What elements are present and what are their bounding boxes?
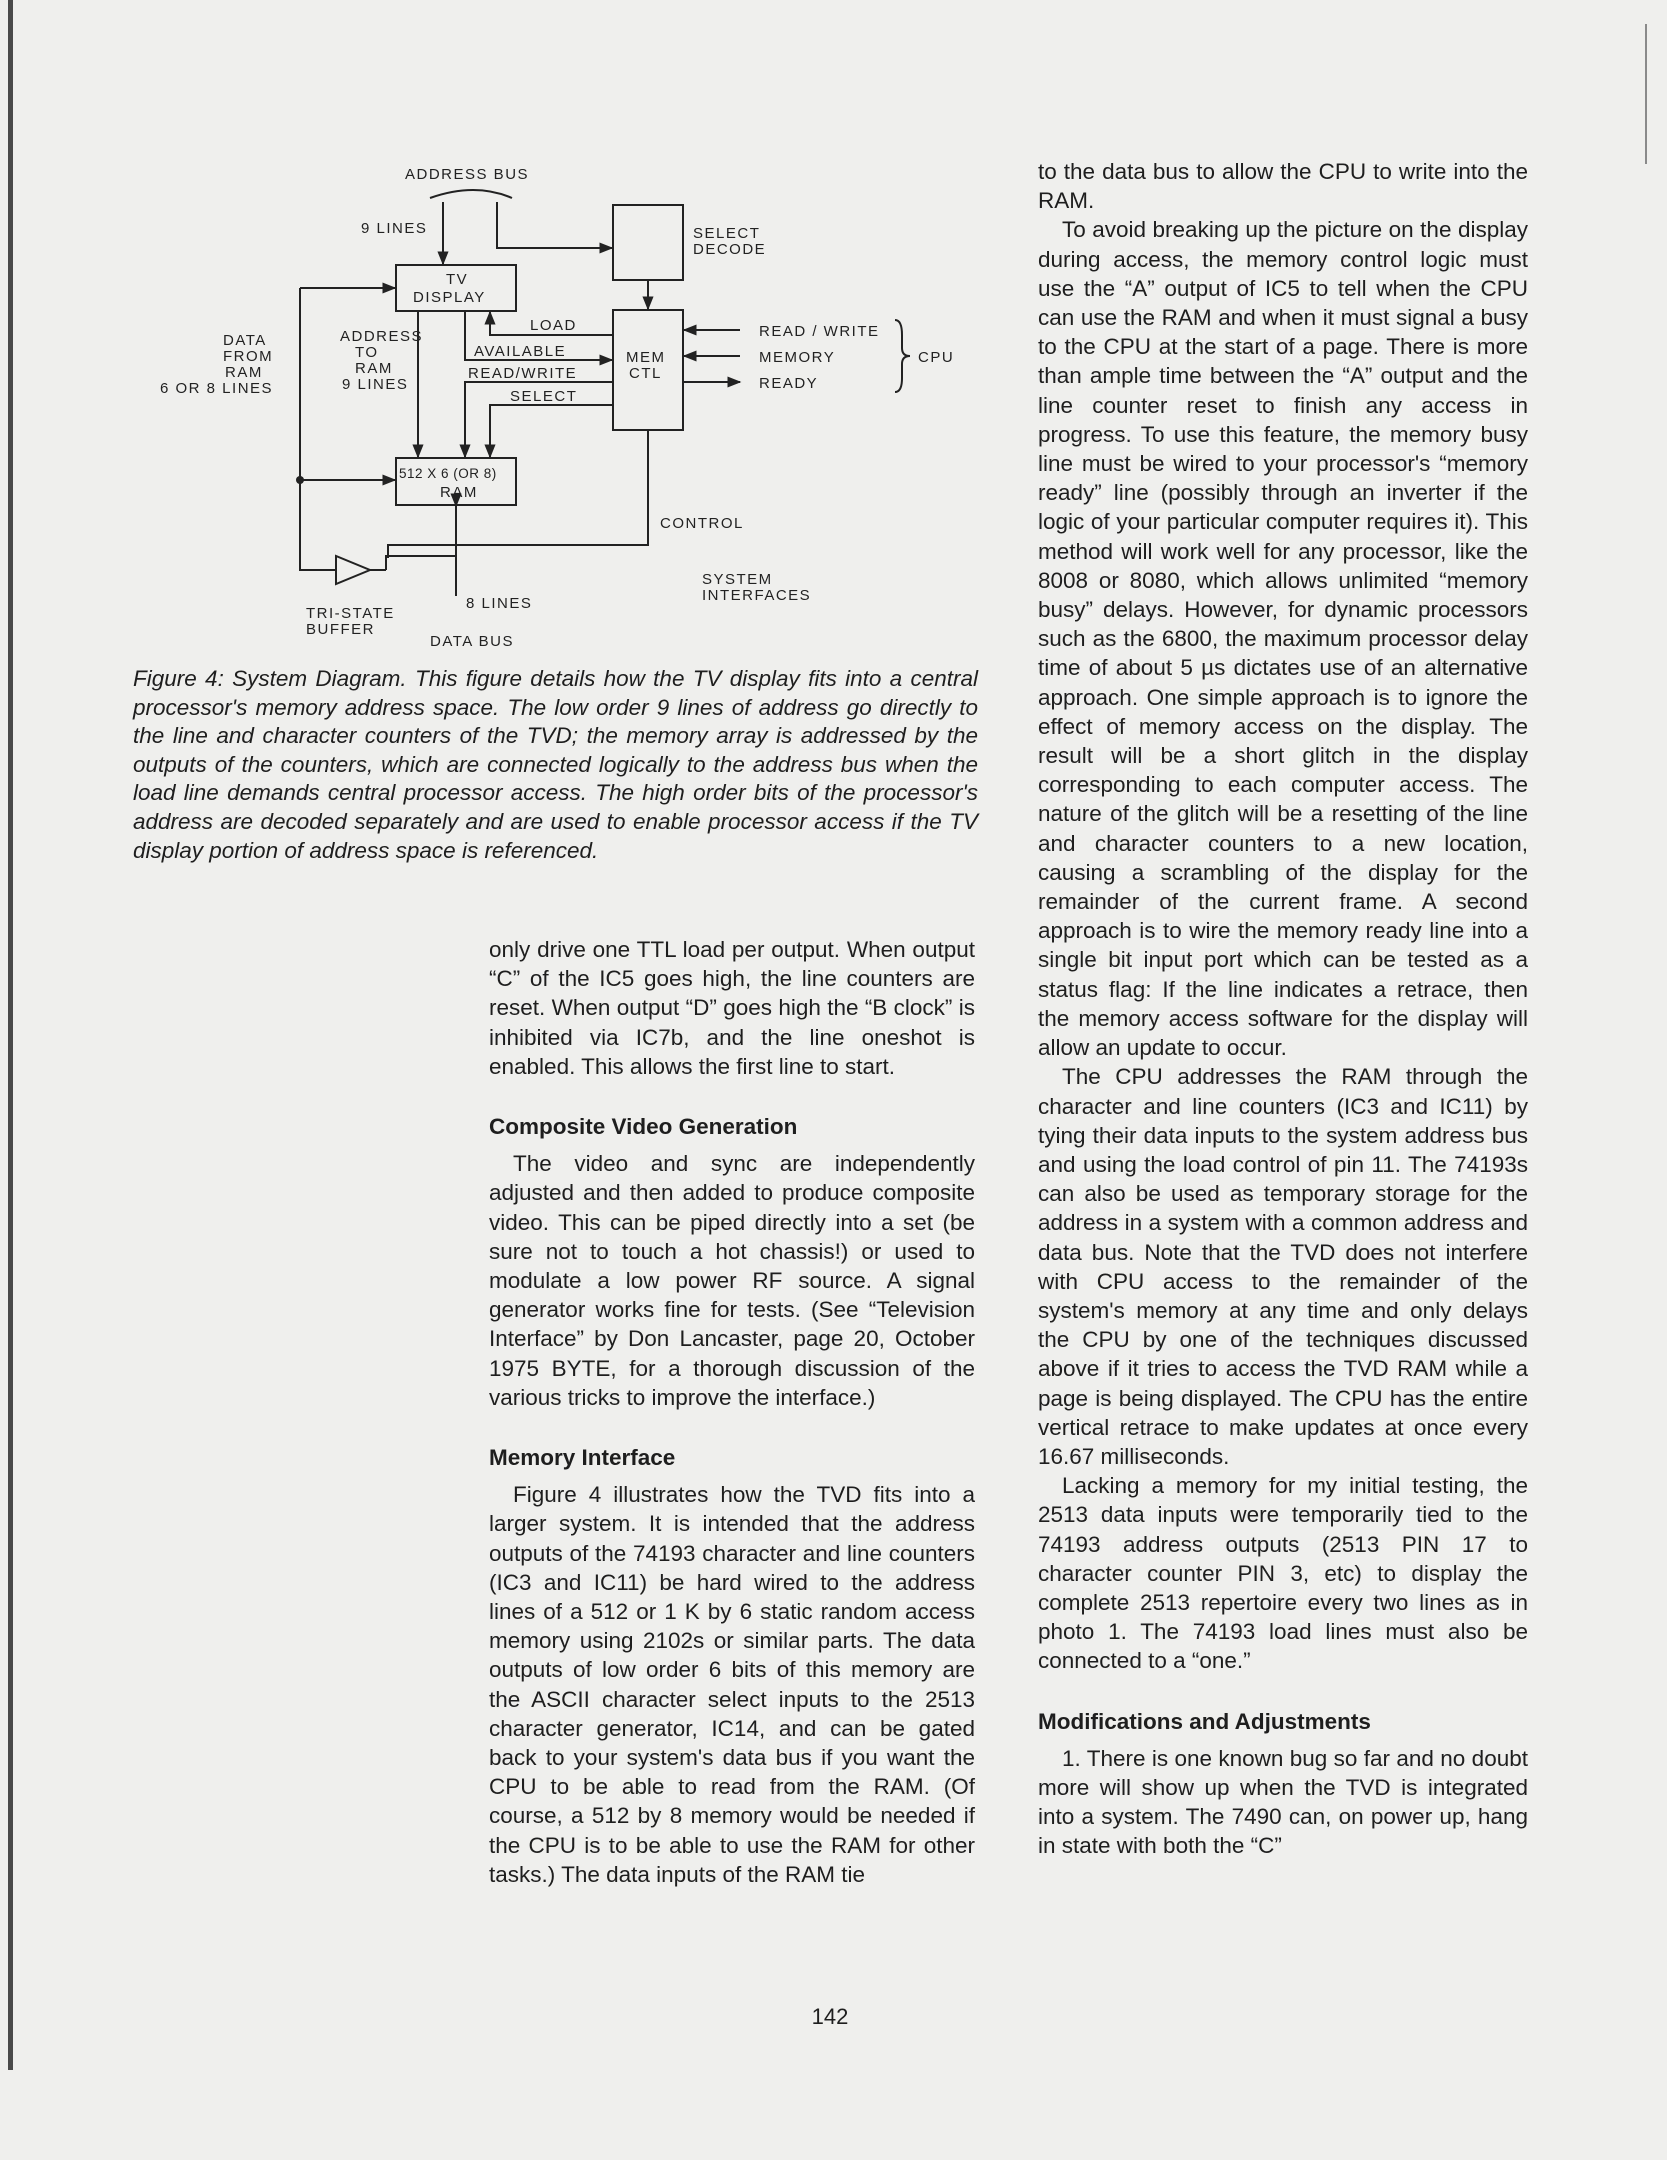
label-select-signal: SELECT (510, 388, 578, 405)
label-address-bus: ADDRESS BUS (405, 166, 530, 183)
page-edge-shadow (8, 0, 13, 2070)
label-buffer: BUFFER (306, 621, 375, 638)
label-display: DISPLAY (413, 289, 486, 306)
label-interfaces: INTERFACES (702, 587, 812, 604)
paragraph: The video and sync are independently adjusted and then added to produce composite video. This can be piped directly into a set (be sure not to touch a hot chassis!) or used to modulate a low power RF source. A signal generator works fine for tests. (See “Television Interface” by Don Lancaster, page 20, October 1975 BYTE, for a thorough discussion of the various tricks to improve the interface.) (489, 1151, 975, 1410)
label-read-write: READ/WRITE (468, 365, 578, 382)
label-from: FROM (223, 348, 274, 365)
address-to-decode-line (497, 202, 612, 248)
label-data-bus: DATA BUS (430, 633, 514, 650)
ram-to-buffer-line (386, 505, 456, 570)
cpu-brace (895, 320, 910, 392)
paragraph: only drive one TTL load per output. When output “C” of the IC5 goes high, the line counters are reset. When output “D” goes high the “B clock” is inhibited via IC7b, and the line oneshot is enabled. This allows the first line to start. (489, 937, 975, 1079)
label-9-lines-2: 9 LINES (342, 376, 409, 393)
figure-caption: Figure 4: System Diagram. This figure details how the TV display fits into a central processor's memory address space. The low order 9 lines of address go directly to the line and character counters of the TVD; the memory array is addressed by the outputs of the counters, which are connected logically to the address bus when the load line demands central processor access. The high order bits of the processor's address are decoded separately and are used to enable processor access if the TV display portion of address space is referenced. (133, 666, 978, 863)
section-heading-modifications: Modifications and Adjustments (1038, 1708, 1371, 1734)
label-tri-state: TRI-STATE (306, 605, 395, 622)
label-available: AVAILABLE (474, 343, 567, 360)
right-column (1038, 157, 1528, 1861)
section-heading-composite-video: Composite Video Generation (489, 1114, 798, 1140)
label-to: TO (355, 344, 379, 361)
label-system: SYSTEM (702, 571, 773, 588)
label-ready: READY (759, 375, 819, 392)
system-diagram (150, 160, 980, 660)
label-memory: MEMORY (759, 349, 836, 366)
paragraph: 1. There is one known bug so far and no doubt more will show up when the TVD is integrated into a system. The 7490 can, on power up, hang in state with both the “C” (1038, 1745, 1528, 1859)
select-line (490, 405, 612, 457)
paragraph: To avoid breaking up the picture on the display during access, the memory control logic must use the “A” output of IC5 to tell when the CPU can use the RAM and when it must signal a busy to the CPU at the start of a page. There is more than ample time between the “A” output and the line counter reset to finish any access in progress. To use this feature, the memory busy line must be wired to your processor's “memory ready” line (possibly through an inverter if the logic of your particular computer requires it). This method will work well for any processor, like the 8008 or 8080, which allows unlimited “memory busy” delays. However, for dynamic processors such as the 6800, the maximum processor delay time of about 5 µs dictates use of an alternative approach. One simple approach is to ignore the effect of memory access on the display. The result will be a short glitch in the display corresponding to each computer access. The nature of the glitch will be a resetting of the line and character counters to a new location, causing a scrambling of the display for the remainder of the current frame. A second approach is to wire the memory ready line into a single bit input port which can be tested as a status flag: If the line indicates a retrace, then the memory access software for the display will allow an update to occur. (1038, 217, 1528, 1061)
label-data: DATA (223, 332, 267, 349)
page-edge-line (1645, 24, 1647, 164)
junction-dot (296, 476, 304, 484)
label-8-lines: 8 LINES (466, 595, 533, 612)
label-read-write-cpu: READ / WRITE (759, 323, 880, 340)
label-ram-2: RAM (355, 360, 393, 377)
label-9-lines: 9 LINES (361, 220, 428, 237)
label-mem: MEM (626, 349, 666, 366)
label-control: CONTROL (660, 515, 744, 532)
label-6-or-8-lines: 6 OR 8 LINES (160, 380, 274, 397)
label-ram: RAM (225, 364, 263, 381)
control-line (388, 430, 648, 558)
label-ram-box: RAM (440, 484, 478, 501)
paragraph: Figure 4 illustrates how the TVD fits into a larger system. It is intended that the address outputs of the 74193 character and line counters (IC3 and IC11) be hard wired to the address lines of a 512 or 1 K by 6 static random access memory using 2102s or similar parts. The data outputs of low order 6 bits of this memory are the ASCII character select inputs to the 2513 character generator, IC14, and can be gated back to your system's data bus if you want the CPU to be able to read from the RAM. (Of course, a 512 by 8 memory would be needed if the CPU is to be able to use the RAM for other tasks.) The data inputs of the RAM tie (489, 1482, 975, 1887)
paragraph: Lacking a memory for my initial testing, the 2513 data inputs were temporarily tied to the 74193 address outputs (2513 PIN 17 to character counter PIN 3, etc) to display the complete 2513 repertoire every two lines as in photo 1. The 74193 load lines must also be connected to a “one.” (1038, 1473, 1528, 1674)
data-bus-vertical-line (300, 288, 336, 570)
page-number: 142 (811, 2004, 849, 2029)
label-ram-size: 512 X 6 (OR 8) (399, 466, 497, 481)
select-decode-box (613, 205, 683, 280)
tri-state-buffer (336, 556, 370, 584)
address-bus-brace (430, 190, 512, 198)
label-select: SELECT (693, 225, 761, 242)
paragraph: to the data bus to allow the CPU to write into the RAM. (1038, 159, 1528, 214)
label-tv: TV (446, 271, 469, 288)
label-address: ADDRESS (340, 328, 424, 345)
label-cpu: CPU (918, 349, 955, 366)
label-load: LOAD (530, 317, 577, 334)
label-ctl: CTL (629, 365, 662, 382)
paragraph: The CPU addresses the RAM through the character and line counters (IC3 and IC11) by tying their data inputs to the system address bus and using the load control of pin 11. The 74193s can also be used as temporary storage for the address in a system with a common address and data bus. Note that the TVD does not interfere with CPU access to the remainder of the system's memory at any time and only delays the CPU by one of the techniques discussed above if it tries to access the TVD RAM while a page is being displayed. The CPU has the entire vertical retrace to make updates at once every 16.67 milliseconds. (1038, 1064, 1528, 1469)
middle-column (489, 935, 975, 1889)
label-decode: DECODE (693, 241, 767, 258)
section-heading-memory-interface: Memory Interface (489, 1445, 676, 1471)
